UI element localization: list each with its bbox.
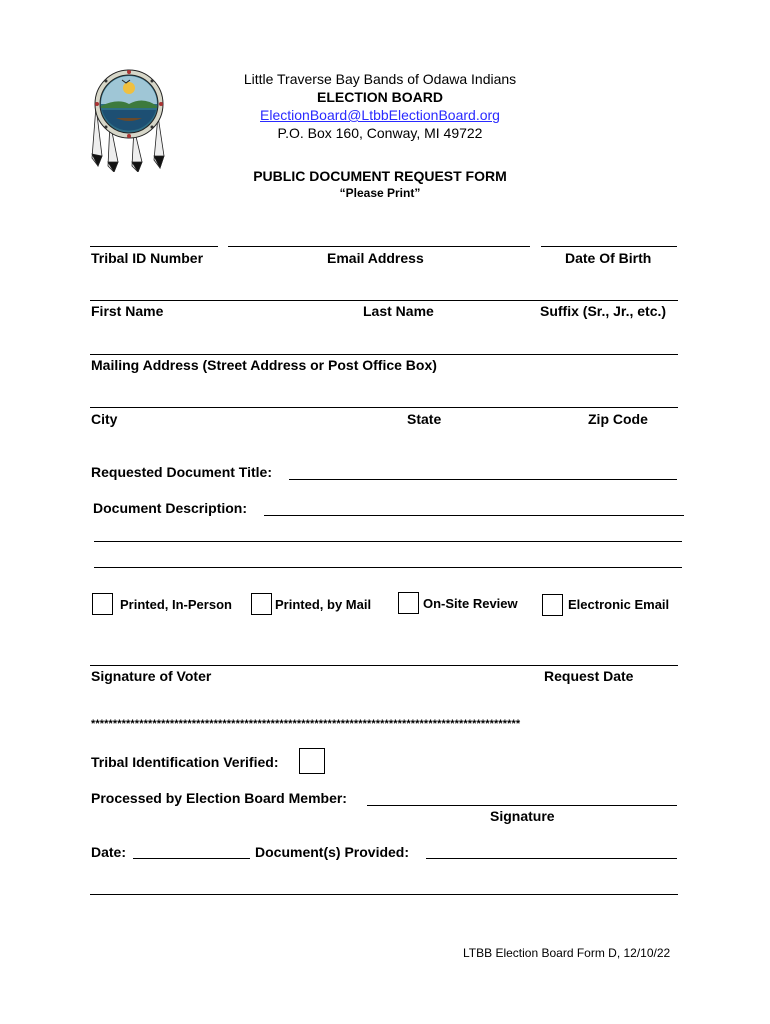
email-label: Email Address <box>327 250 424 266</box>
mailing-address-label: Mailing Address (Street Address or Post Office Box) <box>91 357 437 373</box>
first-name-label: First Name <box>91 303 164 319</box>
state-label: State <box>407 411 442 427</box>
signature-of-voter-label: Signature of Voter <box>91 668 212 684</box>
signature-line[interactable] <box>90 665 678 666</box>
request-date-label: Request Date <box>544 668 634 684</box>
doc-description-line-1[interactable] <box>264 515 684 516</box>
processed-by-line[interactable] <box>367 805 677 806</box>
mailing-address-line[interactable] <box>90 354 678 355</box>
email-line[interactable] <box>228 246 530 247</box>
processed-by-label: Processed by Election Board Member: <box>91 790 347 806</box>
dob-label: Date Of Birth <box>565 250 652 266</box>
date-line[interactable] <box>133 858 250 859</box>
doc-description-line-2[interactable] <box>94 541 682 542</box>
on-site-review-label: On-Site Review <box>423 596 518 611</box>
tribal-id-line[interactable] <box>90 246 218 247</box>
documents-provided-line-2[interactable] <box>90 894 678 895</box>
signature-caption: Signature <box>490 808 555 824</box>
printed-in-person-checkbox[interactable] <box>92 593 113 615</box>
electronic-email-label: Electronic Email <box>568 597 670 612</box>
doc-title-label: Requested Document Title: <box>91 464 272 480</box>
form-subtitle: “Please Print” <box>339 186 421 200</box>
name-line[interactable] <box>90 300 678 301</box>
email-link[interactable]: ElectionBoard@LtbbElectionBoard.org <box>260 107 500 123</box>
electronic-email-checkbox[interactable] <box>542 594 563 616</box>
city-state-zip-line[interactable] <box>90 407 678 408</box>
suffix-label: Suffix (Sr., Jr., etc.) <box>540 303 667 319</box>
doc-title-line[interactable] <box>289 479 677 480</box>
seal-logo <box>88 66 170 172</box>
date-label: Date: <box>91 844 127 860</box>
documents-provided-label: Document(s) Provided: <box>255 844 410 860</box>
last-name-label: Last Name <box>363 303 434 319</box>
printed-by-mail-checkbox[interactable] <box>251 593 272 615</box>
org-name: Little Traverse Bay Bands of Odawa Indians <box>243 71 517 87</box>
doc-description-line-3[interactable] <box>94 567 682 568</box>
documents-provided-line[interactable] <box>426 858 677 859</box>
doc-description-label: Document Description: <box>93 500 248 516</box>
mailing-address: P.O. Box 160, Conway, MI 49722 <box>277 125 483 141</box>
asterisk-separator: ************************************************************************************************** <box>91 718 521 730</box>
printed-in-person-label: Printed, In-Person <box>120 597 232 612</box>
tribal-id-label: Tribal ID Number <box>91 250 204 266</box>
printed-by-mail-label: Printed, by Mail <box>275 597 372 612</box>
tribal-id-verified-checkbox[interactable] <box>299 748 325 774</box>
city-label: City <box>91 411 118 427</box>
on-site-review-checkbox[interactable] <box>398 592 419 614</box>
zip-label: Zip Code <box>588 411 648 427</box>
form-title: PUBLIC DOCUMENT REQUEST FORM <box>253 168 507 184</box>
dob-line[interactable] <box>541 246 677 247</box>
form-footer: LTBB Election Board Form D, 12/10/22 <box>463 946 671 960</box>
tribal-id-verified-label: Tribal Identification Verified: <box>91 754 279 770</box>
board-name: ELECTION BOARD <box>317 89 443 105</box>
